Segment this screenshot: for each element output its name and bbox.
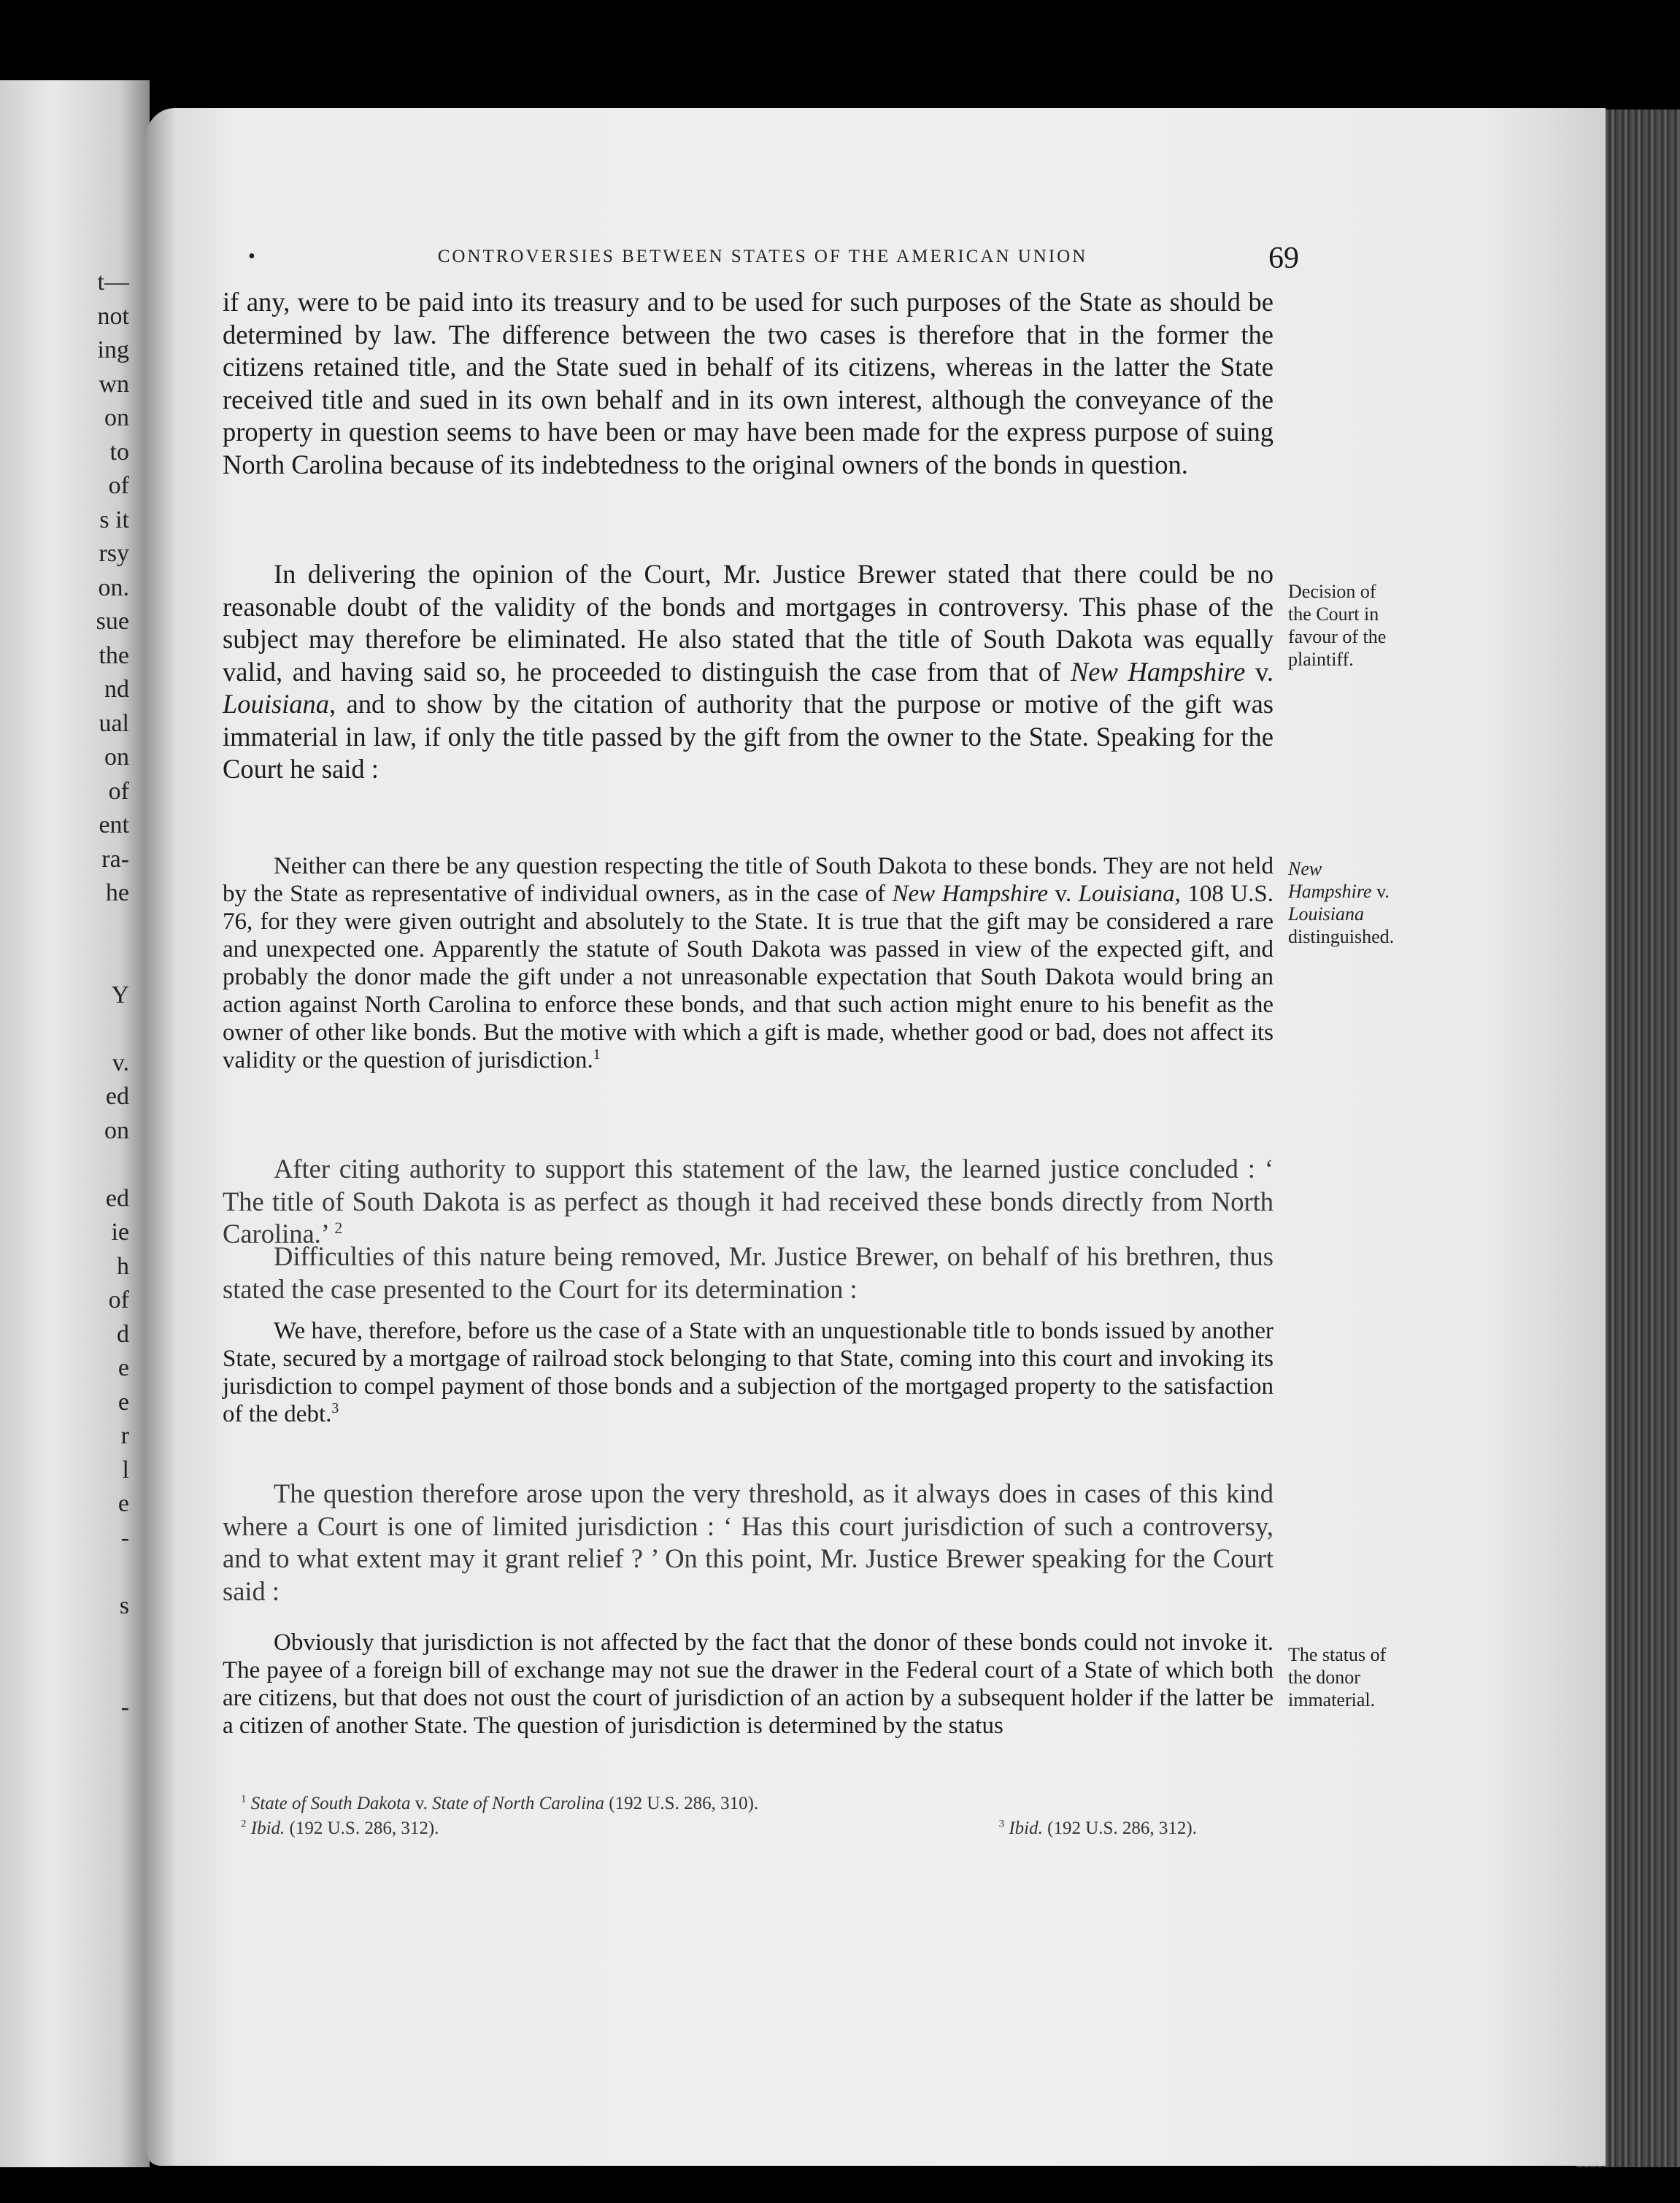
left-page-fragment: on. [98,574,129,601]
left-page-fragment: of [108,472,129,499]
left-page-fragment: e [117,1388,129,1416]
margin-note-status: The status of the donor immaterial. [1288,1644,1387,1710]
left-page-fragment: e [117,1354,129,1381]
footnote-ref: 2 [334,1218,343,1237]
left-page-fragment: nd [104,676,129,703]
left-facing-page [0,80,150,2167]
left-page-fragment: s it [99,506,129,533]
block-quote-2 [223,1317,1274,1428]
page-header [241,241,1299,277]
left-page-fragment: e [117,1490,129,1517]
footnote-ref: 1 [593,1046,601,1062]
left-page-fragment: - [120,1694,129,1721]
left-page-fragment: d [117,1320,129,1348]
paragraph-4 [223,1241,1274,1305]
left-page-fragment: he [105,879,129,906]
left-page-fragment: of [108,777,129,805]
page-number: 69 [1268,242,1299,275]
quote-text: We have, therefore, before us the case of a State with an unquestionable title to bonds issued by another State, secured by a mortgage of railroad stock belonging to that State, coming into this court and invoking its jurisdiction to compel payment of those bonds and a subjection of the mortgaged property to the satisfaction of the debt.$^3$ [223,1318,1274,1427]
paragraph-text: The question therefore arose upon the very threshold, as it always does in cases of this kind where a Court is one of limited jurisdiction : ‘ Has this court jurisdiction of such a controversy, and to what extent may it grant relief ? ’ On this point, Mr. Justice Brewer speaking for the Court said : [223,1478,1274,1606]
left-page-fragment: the [99,641,129,669]
paragraph-text: After citing authority to support this statement of the law, the learned justice concluded : ‘ The title of South Dakota is as perfect as though it had received these bonds directly from North Carolina.’ $^2$ [223,1154,1274,1249]
left-page-fragment: on [104,744,129,771]
left-page-fragment: ing [97,336,129,363]
footnotes [241,1791,1277,1841]
left-page-fragment: to [109,438,129,466]
left-page-fragment: ra- [101,845,129,873]
left-page-fragment: on [104,404,129,431]
left-page-fragment: l [122,1456,129,1484]
left-page-fragment: on [104,1116,129,1144]
left-page-fragment: sue [96,608,129,635]
left-page-fragment: ent [99,811,129,838]
paragraph-text: if any, were to be paid into its treasury and to be used for such purposes of the State as should be determined by law. The difference between the two cases is therefore that in the former the citizens retained title, and the State sued in behalf of its citizens, whereas in the latter the State received title and sued in its own behalf and in its own interest, although the conveyance of the property in question seems to have been or may have been made for the express purpose of suing North Carolina because of its indebtedness to the original owners of the bonds in question. [223,287,1274,479]
running-head: CONTROVERSIES BETWEEN STATES OF THE AMERICAN UNION [437,247,1088,266]
margin-note-distinguished: New Hampshire v. Louisiana distinguished. [1288,858,1395,947]
left-page-fragment: wn [99,370,129,398]
left-page-fragment: v. [112,1049,129,1076]
footnote-2: $^2$ Ibid. (192 U.S. 286, 312). [241,1818,439,1838]
quote-text: Obviously that jurisdiction is not affected by the fact that the donor of these bonds could not invoke it. The payee of a foreign bill of exchange may not sue the drawer in the Federal court of a State of which both are citizens, but that does not oust the court of jurisdiction of an action by a subsequent holder if the latter be a citizen of another State. The question of jurisdiction is determined by the status [223,1629,1274,1739]
left-page-fragment: not [97,302,129,330]
left-page-fragment: of [108,1286,129,1313]
case-name: Louisiana [223,689,330,719]
paragraph-text: Difficulties of this nature being removed, Mr. Justice Brewer, on behalf of his brethren, thus stated the case presented to the Court for its determination : [223,1241,1274,1304]
left-page-fragment: t— [97,269,129,296]
left-page-fragment: ie [111,1219,129,1246]
footnote-row-2 [241,1816,1277,1841]
footnote-3: $^3$ Ibid. (192 U.S. 286, 312). [998,1818,1197,1838]
paragraph-text: In delivering the opinion of the Court, Mr. Justice Brewer stated that there could be no reasonable doubt of the validity of the bonds and mortgages in controversy. This phase of the subject may therefore be eliminated. He also stated that the title of South Dakota was equally valid, and having said so, he proceeded to distinguish the case from that of New Hampshire v. Louisiana, and to show by the citation of authority that the purpose or motive of the gift was immaterial in law, if only the title passed by the gift from the owner to the State. Speaking for the Court he said : [223,559,1274,784]
left-page-fragment: ual [99,709,129,737]
footnote-1: $^1$ State of South Dakota v. State of North Carolina (192 U.S. 286, 310). [241,1793,759,1813]
left-page-fragment: ed [105,1083,129,1110]
footnote-ref: 3 [331,1400,339,1416]
paragraph-2 [223,558,1274,786]
case-name: New Hampshire [892,881,1049,907]
left-page-fragment: rsy [99,540,129,567]
case-name: Louisiana [1078,881,1175,907]
left-page-fragment: ed [105,1184,129,1212]
left-page-fragment: Y [111,981,129,1008]
paragraph-3 [223,1153,1274,1251]
header-bullet: • [248,245,255,268]
block-quote-3 [223,1629,1274,1740]
left-page-fragment: - [120,1524,129,1551]
left-page-fragment: r [120,1422,129,1449]
paragraph-1 [223,286,1274,481]
margin-note-decision: Decision of the Court in favour of the plaintiff. [1288,581,1387,670]
block-quote-1 [223,852,1274,1074]
paragraph-5 [223,1478,1274,1608]
quote-text: Neither can there be any question respecting the title of South Dakota to these bonds. They are not held by the State as representative of individual owners, as in the case of New Hampshire v. Louisiana, 108 U.S. 76, for they were given outright and absolutely to the State. It is true that the gift may be considered a rare and unexpected one. Apparently the statute of South Dakota was passed in view of the expected gift, and probably the donor made the gift under a not unreasonable expectation that South Dakota would bring an action against North Carolina to enforce these bonds, and that such action might enure to his benefit as the owner of other like bonds. But the motive with which a gift is made, whether good or bad, does not affect its validity or the question of jurisdiction.$^1$ [223,853,1274,1073]
left-page-fragment: s [119,1592,129,1619]
left-page-fragment: h [117,1252,129,1280]
case-name: New Hampshire [1070,656,1246,687]
